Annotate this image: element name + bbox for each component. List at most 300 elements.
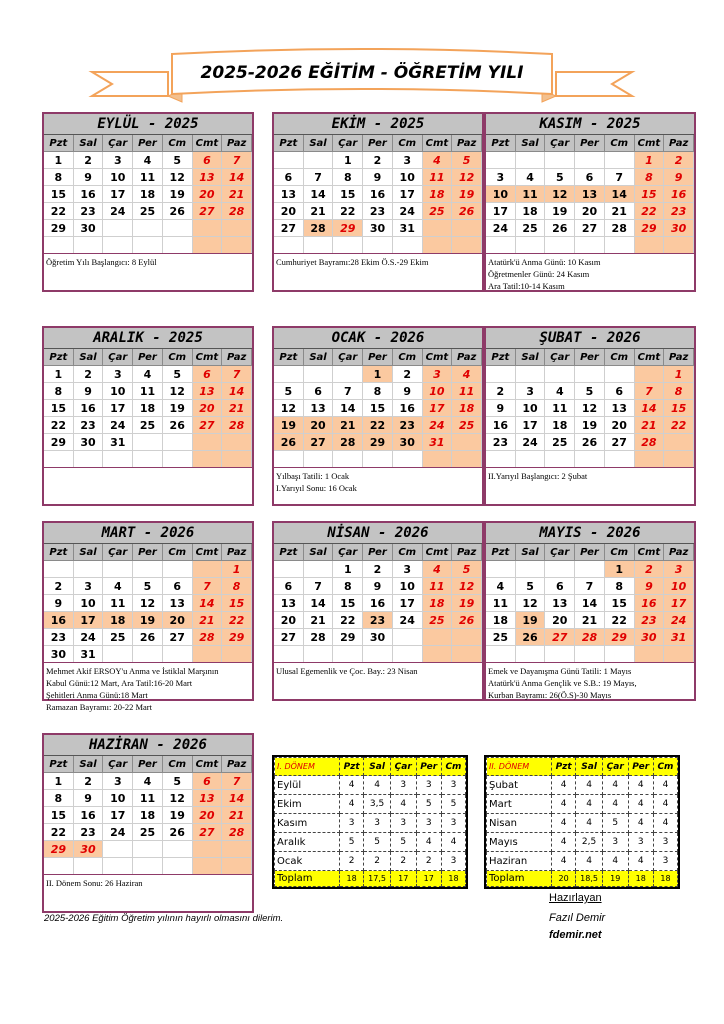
row-label: Şubat	[487, 776, 552, 795]
day-cell: 29	[44, 841, 74, 858]
day-cell: 14	[333, 400, 363, 417]
empty-day-cell	[163, 220, 193, 237]
empty-day-cell	[103, 858, 133, 875]
weekday-header: Sal	[74, 544, 104, 561]
empty-day-cell	[516, 237, 546, 254]
day-cell: 7	[222, 773, 252, 790]
empty-day-cell	[44, 451, 74, 468]
total-cell: 19	[602, 871, 628, 887]
term-header: II. DÖNEM	[487, 758, 552, 776]
day-cell: 10	[103, 383, 133, 400]
empty-day-cell	[423, 451, 453, 468]
day-cell: 10	[516, 400, 546, 417]
day-cell: 9	[74, 169, 104, 186]
table-cell: 4	[653, 795, 677, 814]
weekday-header: Cm	[605, 135, 635, 152]
weekday-header: Sal	[304, 349, 334, 366]
day-grid	[274, 544, 482, 663]
empty-day-cell	[545, 561, 575, 578]
weekday-header: Pzt	[274, 135, 304, 152]
table-cell: 3	[364, 814, 391, 833]
empty-day-cell	[333, 646, 363, 663]
empty-day-cell	[274, 646, 304, 663]
weekday-header: Per	[133, 135, 163, 152]
day-cell: 22	[363, 417, 393, 434]
table-cell: 3	[653, 852, 677, 871]
day-cell: 21	[605, 203, 635, 220]
day-cell: 2	[363, 152, 393, 169]
day-cell: 21	[222, 400, 252, 417]
table-cell: 5	[390, 833, 416, 852]
weekday-header: Sal	[74, 756, 104, 773]
empty-day-cell	[423, 237, 453, 254]
day-cell: 7	[575, 578, 605, 595]
table-cell: 4	[552, 833, 576, 852]
day-cell: 16	[74, 807, 104, 824]
day-cell: 24	[103, 203, 133, 220]
weekday-header: Paz	[452, 544, 482, 561]
weekday-header: Cmt	[193, 756, 223, 773]
day-cell: 3	[103, 773, 133, 790]
day-cell: 24	[393, 203, 423, 220]
weekday-header: Sal	[516, 544, 546, 561]
weekday-header: Per	[133, 756, 163, 773]
day-cell: 23	[74, 203, 104, 220]
day-cell: 16	[74, 186, 104, 203]
table-row	[487, 795, 678, 814]
empty-day-cell	[452, 629, 482, 646]
day-cell: 17	[393, 595, 423, 612]
month-notes	[486, 467, 694, 504]
weekday-header: Sal	[304, 544, 334, 561]
note-line: Cumhuriyet Bayramı:28 Ekim Ö.S.-29 Ekim	[276, 257, 429, 267]
empty-day-cell	[545, 152, 575, 169]
table-cell: 5	[364, 833, 391, 852]
table-cell: 2,5	[576, 833, 603, 852]
day-cell: 10	[393, 169, 423, 186]
table-cell: 3	[441, 852, 465, 871]
month-notes	[486, 253, 694, 290]
weekday-header: Cmt	[193, 349, 223, 366]
day-cell: 20	[193, 186, 223, 203]
term-col-header: Pzt	[340, 758, 364, 776]
month-notes	[274, 662, 482, 699]
note-line: Kabul Günü:12 Mart, Ara Tatil:16-20 Mart	[46, 678, 193, 688]
day-cell: 18	[133, 400, 163, 417]
day-cell: 9	[44, 595, 74, 612]
day-cell: 22	[635, 203, 665, 220]
empty-day-cell	[545, 451, 575, 468]
day-cell: 24	[103, 824, 133, 841]
note-line: Kurban Bayramı: 26(Ö.S)-30 Mayıs	[488, 690, 612, 700]
table-cell: 4	[628, 814, 653, 833]
day-cell: 2	[74, 773, 104, 790]
day-cell: 8	[363, 383, 393, 400]
empty-day-cell	[222, 451, 252, 468]
month-title: OCAK - 2026	[274, 328, 482, 349]
day-cell: 29	[363, 434, 393, 451]
weekday-header: Sal	[516, 349, 546, 366]
empty-day-cell	[133, 858, 163, 875]
day-cell: 22	[605, 612, 635, 629]
note-line: Yılbaşı Tatili: 1 Ocak	[276, 471, 350, 481]
day-cell: 15	[44, 186, 74, 203]
table-cell: 4	[416, 833, 441, 852]
empty-day-cell	[193, 841, 223, 858]
empty-day-cell	[635, 646, 665, 663]
day-cell: 12	[163, 169, 193, 186]
day-cell: 7	[222, 152, 252, 169]
empty-day-cell	[486, 451, 516, 468]
day-cell: 14	[605, 186, 635, 203]
day-cell: 24	[516, 434, 546, 451]
empty-day-cell	[423, 220, 453, 237]
table-cell: 3	[602, 833, 628, 852]
day-cell: 19	[545, 203, 575, 220]
empty-day-cell	[545, 237, 575, 254]
table-row	[487, 814, 678, 833]
total-cell: 17	[416, 871, 441, 887]
day-cell: 13	[605, 400, 635, 417]
empty-day-cell	[103, 646, 133, 663]
empty-day-cell	[222, 220, 252, 237]
table-cell: 2	[340, 852, 364, 871]
day-cell: 20	[193, 807, 223, 824]
day-cell: 23	[393, 417, 423, 434]
empty-day-cell	[635, 237, 665, 254]
day-cell: 6	[304, 383, 334, 400]
empty-day-cell	[575, 152, 605, 169]
table-cell: 3	[416, 814, 441, 833]
day-cell: 12	[452, 169, 482, 186]
empty-day-cell	[575, 237, 605, 254]
table-cell: 4	[653, 776, 677, 795]
empty-day-cell	[133, 646, 163, 663]
day-cell: 17	[486, 203, 516, 220]
table-cell: 3	[390, 776, 416, 795]
day-cell: 15	[222, 595, 252, 612]
day-cell: 11	[423, 578, 453, 595]
empty-day-cell	[74, 451, 104, 468]
weekday-header: Per	[133, 349, 163, 366]
empty-day-cell	[605, 237, 635, 254]
month-title: MART - 2026	[44, 523, 252, 544]
day-cell: 18	[103, 612, 133, 629]
empty-day-cell	[163, 237, 193, 254]
month-title: ARALIK - 2025	[44, 328, 252, 349]
weekday-header: Sal	[74, 135, 104, 152]
day-cell: 13	[545, 595, 575, 612]
table-cell: 3	[416, 776, 441, 795]
weekday-header: Çar	[545, 544, 575, 561]
day-cell: 18	[516, 203, 546, 220]
empty-day-cell	[274, 152, 304, 169]
empty-day-cell	[103, 237, 133, 254]
day-cell: 4	[486, 578, 516, 595]
day-cell: 6	[605, 383, 635, 400]
day-cell: 23	[486, 434, 516, 451]
empty-day-cell	[516, 561, 546, 578]
day-cell: 18	[545, 417, 575, 434]
day-cell: 22	[664, 417, 694, 434]
day-cell: 17	[393, 186, 423, 203]
day-cell: 21	[635, 417, 665, 434]
day-cell: 2	[74, 366, 104, 383]
day-cell: 11	[133, 383, 163, 400]
empty-day-cell	[363, 451, 393, 468]
month-calendar	[42, 521, 254, 712]
row-label: Mart	[487, 795, 552, 814]
term-col-header: Cm	[441, 758, 465, 776]
day-cell: 20	[193, 400, 223, 417]
empty-day-cell	[393, 451, 423, 468]
day-cell: 1	[363, 366, 393, 383]
weekday-header: Sal	[74, 349, 104, 366]
day-cell: 15	[333, 186, 363, 203]
weekday-header: Paz	[222, 135, 252, 152]
table-cell: 4	[552, 814, 576, 833]
day-cell: 3	[393, 152, 423, 169]
day-cell: 8	[664, 383, 694, 400]
day-cell: 8	[333, 578, 363, 595]
weekday-header: Paz	[664, 544, 694, 561]
day-cell: 18	[133, 807, 163, 824]
day-cell: 20	[304, 417, 334, 434]
day-cell: 6	[545, 578, 575, 595]
day-cell: 10	[74, 595, 104, 612]
day-cell: 3	[423, 366, 453, 383]
day-cell: 24	[393, 612, 423, 629]
empty-day-cell	[635, 451, 665, 468]
empty-day-cell	[333, 237, 363, 254]
month-title: EKİM - 2025	[274, 114, 482, 135]
weekday-header: Cmt	[193, 544, 223, 561]
empty-day-cell	[193, 434, 223, 451]
day-cell: 21	[193, 612, 223, 629]
empty-day-cell	[133, 451, 163, 468]
day-cell: 4	[545, 383, 575, 400]
day-cell: 16	[664, 186, 694, 203]
day-cell: 20	[575, 203, 605, 220]
day-cell: 22	[44, 824, 74, 841]
table-cell: 4	[441, 833, 465, 852]
empty-day-cell	[103, 451, 133, 468]
weekday-header: Pzt	[44, 135, 74, 152]
table-row	[487, 833, 678, 852]
weekday-header: Pzt	[44, 544, 74, 561]
day-cell: 11	[516, 186, 546, 203]
total-cell: 18	[628, 871, 653, 887]
day-cell: 19	[516, 612, 546, 629]
empty-day-cell	[486, 646, 516, 663]
day-cell: 2	[635, 561, 665, 578]
row-label: Haziran	[487, 852, 552, 871]
day-cell: 29	[635, 220, 665, 237]
title-banner	[86, 46, 638, 106]
day-cell: 1	[664, 366, 694, 383]
empty-day-cell	[605, 152, 635, 169]
empty-day-cell	[393, 646, 423, 663]
day-cell: 17	[103, 186, 133, 203]
table-cell: 4	[628, 795, 653, 814]
day-cell: 26	[452, 203, 482, 220]
day-cell: 28	[575, 629, 605, 646]
day-cell: 21	[333, 417, 363, 434]
day-cell: 21	[304, 612, 334, 629]
day-cell: 30	[393, 434, 423, 451]
empty-day-cell	[133, 220, 163, 237]
month-calendar	[42, 326, 254, 506]
day-cell: 1	[222, 561, 252, 578]
day-cell: 12	[452, 578, 482, 595]
day-cell: 19	[133, 612, 163, 629]
weekday-header: Pzt	[274, 544, 304, 561]
note-line: II. Dönem Sonu: 26 Haziran	[46, 878, 143, 888]
day-cell: 27	[163, 629, 193, 646]
weekday-header: Paz	[452, 349, 482, 366]
note-line: Atatürk'ü Anma Günü: 10 Kasım	[488, 257, 601, 267]
day-grid	[44, 135, 252, 254]
day-cell: 4	[423, 561, 453, 578]
day-cell: 27	[605, 434, 635, 451]
row-label: Kasım	[275, 814, 340, 833]
day-grid	[274, 349, 482, 468]
day-cell: 26	[163, 417, 193, 434]
day-cell: 15	[664, 400, 694, 417]
month-notes	[274, 467, 482, 504]
day-cell: 1	[44, 152, 74, 169]
empty-day-cell	[516, 451, 546, 468]
weekday-header: Paz	[452, 135, 482, 152]
day-cell: 20	[605, 417, 635, 434]
total-row	[275, 871, 466, 887]
day-cell: 25	[516, 220, 546, 237]
empty-day-cell	[274, 561, 304, 578]
day-cell: 31	[74, 646, 104, 663]
day-cell: 13	[274, 595, 304, 612]
table-row	[487, 776, 678, 795]
empty-day-cell	[333, 451, 363, 468]
empty-day-cell	[222, 646, 252, 663]
weekday-header: Çar	[545, 349, 575, 366]
empty-day-cell	[575, 366, 605, 383]
empty-day-cell	[664, 434, 694, 451]
day-cell: 2	[363, 561, 393, 578]
month-calendar	[272, 521, 484, 701]
table-cell: 4	[628, 852, 653, 871]
day-cell: 5	[545, 169, 575, 186]
day-cell: 19	[575, 417, 605, 434]
empty-day-cell	[222, 858, 252, 875]
day-cell: 1	[44, 366, 74, 383]
day-cell: 24	[74, 629, 104, 646]
day-cell: 11	[486, 595, 516, 612]
empty-day-cell	[193, 858, 223, 875]
weekday-header: Çar	[333, 544, 363, 561]
day-cell: 8	[44, 383, 74, 400]
term-col-header: Pzt	[552, 758, 576, 776]
empty-day-cell	[133, 841, 163, 858]
empty-day-cell	[575, 451, 605, 468]
note-line: II.Yarıyıl Başlangıcı: 2 Şubat	[488, 471, 588, 481]
day-cell: 13	[274, 186, 304, 203]
day-cell: 29	[333, 629, 363, 646]
day-cell: 7	[635, 383, 665, 400]
table-cell: 5	[416, 795, 441, 814]
note-line: Mehmet Akif ERSOY'u Anma ve İstiklal Marşının	[46, 666, 219, 676]
table-cell: 4	[552, 852, 576, 871]
day-cell: 27	[193, 203, 223, 220]
empty-day-cell	[605, 366, 635, 383]
weekday-header: Cmt	[423, 349, 453, 366]
day-cell: 20	[545, 612, 575, 629]
day-cell: 3	[393, 561, 423, 578]
empty-day-cell	[133, 434, 163, 451]
day-cell: 12	[545, 186, 575, 203]
table-cell: 2	[364, 852, 391, 871]
day-cell: 27	[274, 220, 304, 237]
day-grid	[486, 544, 694, 663]
day-cell: 7	[193, 578, 223, 595]
empty-day-cell	[486, 561, 516, 578]
empty-day-cell	[103, 220, 133, 237]
total-label: Toplam	[487, 871, 552, 887]
weekday-header: Pzt	[486, 544, 516, 561]
day-grid	[486, 135, 694, 254]
day-cell: 15	[333, 595, 363, 612]
day-cell: 21	[304, 203, 334, 220]
day-cell: 19	[163, 400, 193, 417]
empty-day-cell	[333, 366, 363, 383]
weekday-header: Cmt	[193, 135, 223, 152]
table-cell: 4	[602, 795, 628, 814]
empty-day-cell	[545, 366, 575, 383]
day-cell: 3	[486, 169, 516, 186]
day-cell: 1	[333, 561, 363, 578]
day-cell: 11	[103, 595, 133, 612]
weekday-header: Per	[363, 544, 393, 561]
term-header: I. DÖNEM	[275, 758, 340, 776]
day-cell: 28	[304, 220, 334, 237]
day-cell: 4	[103, 578, 133, 595]
row-label: Ekim	[275, 795, 340, 814]
empty-day-cell	[575, 646, 605, 663]
day-cell: 22	[333, 612, 363, 629]
weekday-header: Pzt	[274, 349, 304, 366]
day-cell: 22	[333, 203, 363, 220]
month-calendar	[42, 733, 254, 913]
day-cell: 10	[393, 578, 423, 595]
empty-day-cell	[393, 237, 423, 254]
note-line: I.Yarıyıl Sonu: 16 Ocak	[276, 483, 357, 493]
day-cell: 30	[664, 220, 694, 237]
empty-day-cell	[133, 561, 163, 578]
weekday-header: Per	[575, 135, 605, 152]
total-label: Toplam	[275, 871, 340, 887]
row-label: Mayıs	[487, 833, 552, 852]
day-cell: 10	[486, 186, 516, 203]
month-notes	[486, 662, 694, 699]
day-cell: 7	[304, 169, 334, 186]
month-notes	[274, 253, 482, 290]
day-cell: 23	[74, 417, 104, 434]
day-grid	[274, 135, 482, 254]
table-cell: 4	[576, 852, 603, 871]
table-cell: 4	[340, 795, 364, 814]
day-cell: 6	[274, 578, 304, 595]
day-cell: 14	[222, 383, 252, 400]
weekday-header: Cmt	[423, 544, 453, 561]
